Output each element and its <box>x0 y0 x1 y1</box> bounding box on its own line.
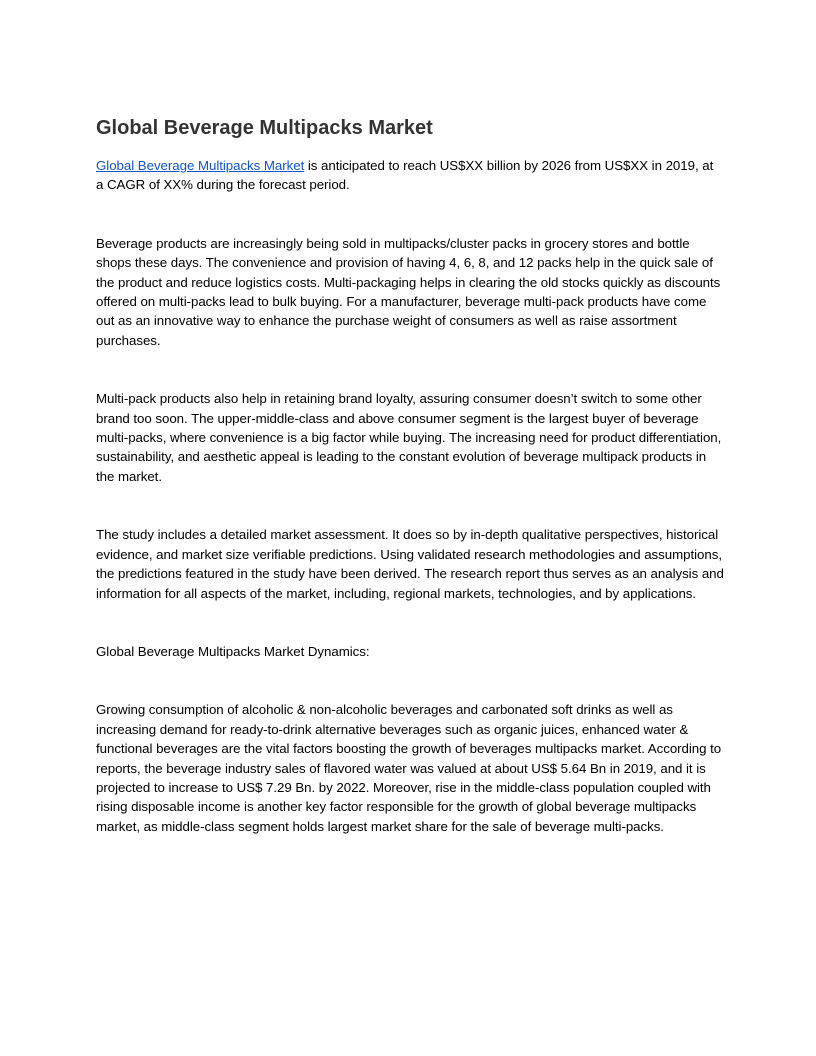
spacer <box>96 350 724 389</box>
dynamics-heading: Global Beverage Multipacks Market Dynamics: <box>96 643 370 659</box>
spacer <box>96 603 724 642</box>
page-title: Global Beverage Multipacks Market <box>96 117 433 139</box>
paragraph-brand-loyalty: Multi-pack products also help in retaining brand loyalty, assuring consumer doesn’t switch to some other brand too soon. The upper-middle-class and above consumer segment is the largest buyer of beverage multi-packs, where convenience is a big factor while buying. The increasing need for product differentiation, sustainability, and aesthetic appeal is leading to the constant evolution of beverage multipack products in the market. <box>96 391 722 484</box>
document-page <box>96 114 724 836</box>
spacer <box>96 195 724 234</box>
intro-paragraph <box>96 156 724 195</box>
paragraph-study-overview: The study includes a detailed market assessment. It does so by in-depth qualitative perspectives, historical evidence, and market size verifiable predictions. Using validated research methodologies and assumptions, the predictions featured in the study have been derived. The research report thus serves as an analysis and information for all aspects of the market, including, regional markets, technologies, and by applications. <box>96 527 724 601</box>
intro-text: is anticipated to reach US$XX billion by 2026 from US$XX in 2019, at a CAGR of XX% during the forecast period. <box>96 158 714 193</box>
paragraph-multipacks-sales: Beverage products are increasingly being sold in multipacks/cluster packs in grocery stores and bottle shops these days. The convenience and provision of having 4, 6, 8, and 12 packs help in the quick sale of the product and reduce logistics costs. Multi-packaging helps in clearing the old stocks quickly as discounts offered on multi-packs lead to bulk buying. For a manufacturer, beverage multi-pack products have come out as an innovative way to enhance the purchase weight of consumers as well as raise assortment purchases. <box>96 235 721 348</box>
market-report-link[interactable]: Global Beverage Multipacks Market <box>96 158 305 173</box>
spacer <box>96 661 724 700</box>
paragraph-dynamics: Growing consumption of alcoholic & non-alcoholic beverages and carbonated soft drinks as well as increasing demand for ready-to-drink alternative beverages such as organic juices, enhanced water & functional beverages are the vital factors boosting the growth of beverages multipacks market. According to reports, the beverage industry sales of flavored water was valued at about US$ 5.64 Bn in 2019, and it is projected to increase to US$ 7.29 Bn. by 2022. Moreover, rise in the middle-class population coupled with rising disposable income is another key factor responsible for the growth of global beverage multipacks market, as middle-class segment holds largest market share for the sale of beverage multi-packs. <box>96 702 722 834</box>
spacer <box>96 486 724 525</box>
